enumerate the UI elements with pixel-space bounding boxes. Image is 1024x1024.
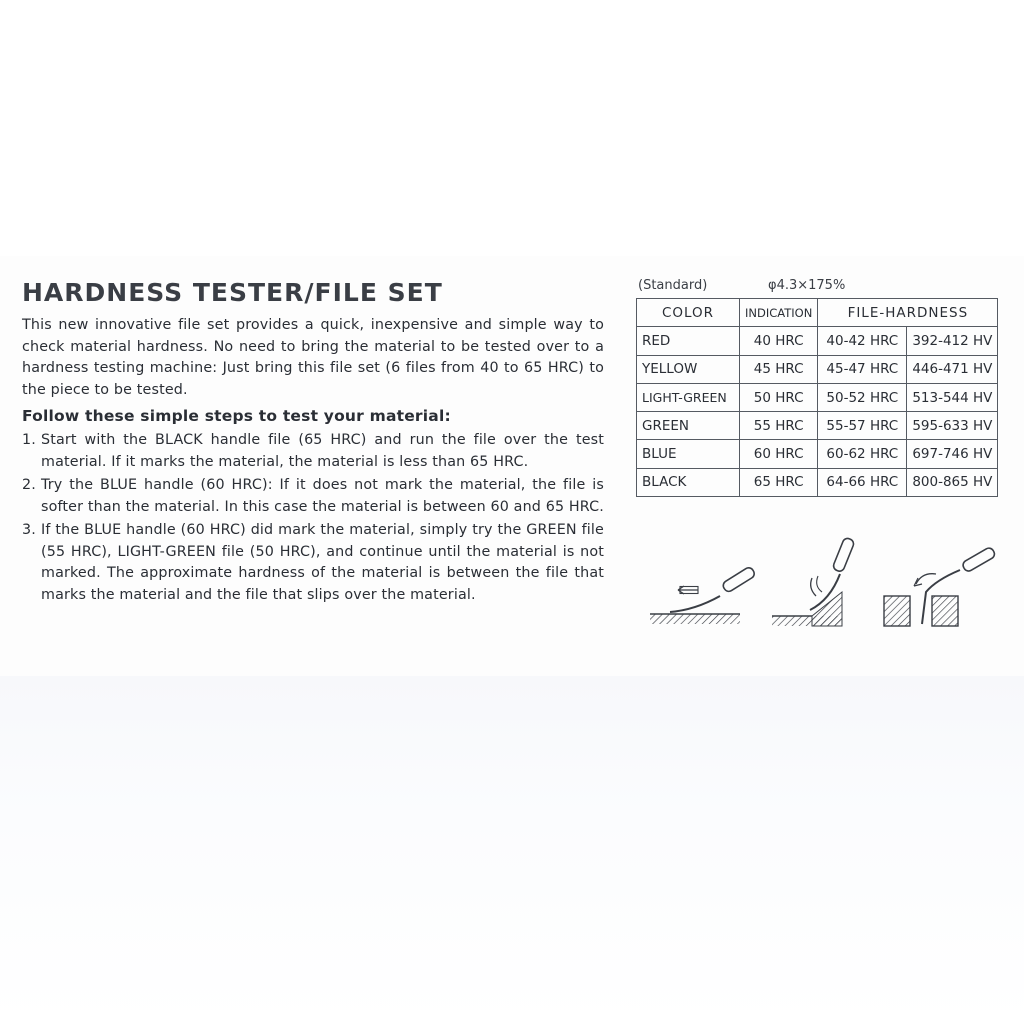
header-color: COLOR xyxy=(637,299,740,327)
step-item xyxy=(22,520,604,606)
intro-paragraph: This new innovative file set provides a quick, inexpensive and simple way to check material hardness. No need to bring the material to be tested over to a hardness testing machine: Just bring this file set (6 files from 40 to 65 HRC) to the piece to be tested. xyxy=(22,317,604,398)
cell-indication: 50 HRC xyxy=(740,383,818,411)
cell-indication: 65 HRC xyxy=(740,468,818,496)
header-file-hardness: FILE-HARDNESS xyxy=(818,299,998,327)
cell-color: LIGHT-GREEN xyxy=(637,383,740,411)
steps-heading: Follow these simple steps to test your material: xyxy=(22,407,451,425)
cell-hv: 697-746 HV xyxy=(907,440,998,468)
step-item xyxy=(22,475,604,518)
cell-color: BLUE xyxy=(637,440,740,468)
cell-hrc: 55-57 HRC xyxy=(818,412,907,440)
cell-indication: 55 HRC xyxy=(740,412,818,440)
table-row xyxy=(637,355,998,383)
page-title: HARDNESS TESTER/FILE SET xyxy=(22,278,443,307)
cell-color: GREEN xyxy=(637,412,740,440)
file-stroke-edge-illustration xyxy=(772,537,855,626)
file-stroke-groove-illustration xyxy=(884,546,996,626)
step-text: If the BLUE handle (60 HRC) did mark the material, simply try the GREEN file (55 HRC), LIGHT-GREEN file (50 HRC), and continue until the material is not marked. The approximate hardness of the material is between the file that marks the material and the file that slips over the material. xyxy=(41,522,604,603)
cell-hrc: 60-62 HRC xyxy=(818,440,907,468)
cell-hrc: 50-52 HRC xyxy=(818,383,907,411)
cell-hrc: 45-47 HRC xyxy=(818,355,907,383)
usage-illustrations xyxy=(640,530,1010,640)
table-row xyxy=(637,327,998,355)
table-row xyxy=(637,383,998,411)
step-text: Start with the BLACK handle file (65 HRC) and run the file over the test material. If it marks the material, the material is less than 65 HRC. xyxy=(41,432,604,470)
standard-label: (Standard) xyxy=(638,278,708,293)
file-stroke-flat-illustration xyxy=(650,566,756,624)
background-fade xyxy=(0,676,1024,1024)
cell-hv: 513-544 HV xyxy=(907,383,998,411)
hardness-table xyxy=(636,298,998,497)
cell-hv: 446-471 HV xyxy=(907,355,998,383)
cell-hv: 392-412 HV xyxy=(907,327,998,355)
step-number: 3. xyxy=(22,522,36,538)
step-item xyxy=(22,430,604,473)
header-indication: INDICATION xyxy=(740,299,818,327)
table-row xyxy=(637,468,998,496)
table-row xyxy=(637,440,998,468)
step-text: Try the BLUE handle (60 HRC): If it does not mark the material, the file is softer than the material. In this case the material is between 60 and 65 HRC. xyxy=(41,477,604,515)
standard-row xyxy=(636,278,1006,296)
cell-hrc: 40-42 HRC xyxy=(818,327,907,355)
cell-color: BLACK xyxy=(637,468,740,496)
cell-indication: 45 HRC xyxy=(740,355,818,383)
hardness-table-panel xyxy=(636,278,1006,491)
table-row xyxy=(637,412,998,440)
cell-hv: 595-633 HV xyxy=(907,412,998,440)
cell-hv: 800-865 HV xyxy=(907,468,998,496)
description-column xyxy=(22,278,604,608)
step-number: 1. xyxy=(22,432,36,448)
cell-hrc: 64-66 HRC xyxy=(818,468,907,496)
cell-indication: 40 HRC xyxy=(740,327,818,355)
table-header-row xyxy=(637,299,998,327)
step-number: 2. xyxy=(22,477,36,493)
cell-color: RED xyxy=(637,327,740,355)
cell-color: YELLOW xyxy=(637,355,740,383)
cell-indication: 60 HRC xyxy=(740,440,818,468)
standard-size: φ4.3×175% xyxy=(768,278,846,293)
